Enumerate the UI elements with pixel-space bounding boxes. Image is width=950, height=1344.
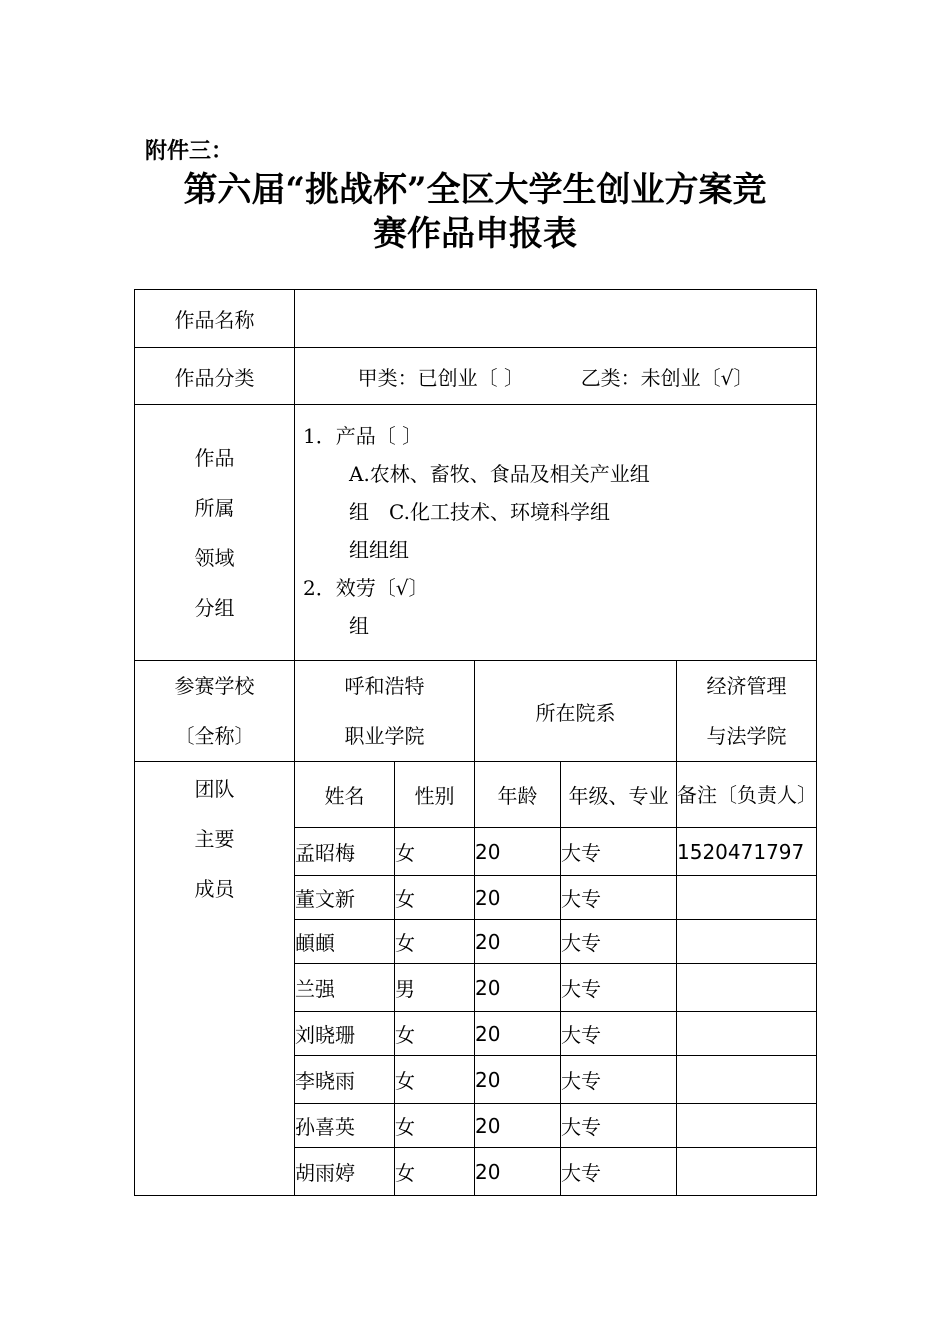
member-grade-cell: 大专 [561,876,677,920]
member-note-cell [677,964,817,1012]
member-age-cell: 20 [475,1104,561,1148]
member-grade-cell: 大专 [561,1012,677,1056]
member-age-cell: 20 [475,1012,561,1056]
team-label [135,762,295,1196]
domain-option-line-6: 组 [349,614,369,638]
member-name-cell: 刘晓珊 [295,1012,395,1056]
member-gender-cell: 女 [395,828,475,876]
domain-option-line-2: A.农林、畜牧、食品及相关产业组 [349,462,650,486]
dept-value-line-2: 与法学院 [706,724,787,748]
category-b-option[interactable]: 乙类：未创业〔√〕 [580,365,754,390]
header-note: 备注〔负责人〕 [677,762,817,828]
member-header-row [135,762,817,828]
category-options [295,348,817,405]
team-label-line-3: 成员 [194,877,235,901]
member-note-cell [677,876,817,920]
member-name-cell: 董文新 [295,876,395,920]
domain-option-line-3: 组 C.化工技术、环境科学组 [349,500,610,524]
member-name-cell: 頔頔 [295,920,395,964]
member-age-cell: 20 [475,964,561,1012]
category-row [135,348,817,405]
team-label-line-2: 主要 [194,827,235,851]
domain-option-line-1: 1．产品〔 〕 [303,424,423,448]
header-grade: 年级、专业 [561,762,677,828]
header-gender: 性别 [395,762,475,828]
school-value-line-2: 职业学院 [344,724,425,748]
title-line-1: 第六届“挑战杯”全区大学生创业方案竞 [183,170,767,210]
domain-label-line-3: 领域 [194,545,235,570]
member-name-cell: 孙喜英 [295,1104,395,1148]
category-a-option[interactable]: 甲类：已创业〔 〕 [357,365,524,390]
member-age-cell: 20 [475,828,561,876]
dept-value [677,661,817,762]
school-value-line-1: 呼和浩特 [344,674,425,698]
member-gender-cell: 女 [395,1148,475,1196]
member-gender-cell: 男 [395,964,475,1012]
member-gender-cell: 女 [395,1056,475,1104]
member-age-cell: 20 [475,920,561,964]
domain-label-line-2: 所属 [194,495,235,520]
member-name-cell: 胡雨婷 [295,1148,395,1196]
domain-option-line-4: 组组组 [349,538,409,562]
domain-options [295,405,817,661]
member-grade-cell: 大专 [561,828,677,876]
member-age-cell: 20 [475,1148,561,1196]
member-note-cell [677,920,817,964]
member-grade-cell: 大专 [561,1104,677,1148]
dept-value-line-1: 经济管理 [706,674,787,698]
member-name-cell: 孟昭梅 [295,828,395,876]
member-name-cell: 兰强 [295,964,395,1012]
work-name-field[interactable] [295,290,817,348]
member-grade-cell: 大专 [561,964,677,1012]
domain-row [135,405,817,661]
application-form-table [134,289,817,1196]
domain-label [135,405,295,661]
member-gender-cell: 女 [395,1012,475,1056]
team-label-line-1: 团队 [194,777,235,801]
domain-label-line-4: 分组 [194,595,235,620]
member-grade-cell: 大专 [561,920,677,964]
attachment-label: 附件三： [145,138,234,164]
member-grade-cell: 大专 [561,1056,677,1104]
dept-label: 所在院系 [475,661,677,762]
school-value [295,661,475,762]
member-age-cell: 20 [475,876,561,920]
school-row [135,661,817,762]
domain-label-line-1: 作品 [194,445,235,470]
member-gender-cell: 女 [395,920,475,964]
member-gender-cell: 女 [395,1104,475,1148]
member-note-cell [677,1012,817,1056]
school-label-line-1: 参赛学校 [174,674,255,698]
domain-option-line-5: 2．效劳〔√〕 [303,576,429,600]
member-note-cell: 1520471797 [677,828,817,876]
header-name: 姓名 [295,762,395,828]
member-gender-cell: 女 [395,876,475,920]
member-name-cell: 李晓雨 [295,1056,395,1104]
member-note-cell [677,1056,817,1104]
category-label: 作品分类 [135,348,295,405]
member-note-cell [677,1104,817,1148]
member-age-cell: 20 [475,1056,561,1104]
work-name-label: 作品名称 [135,290,295,348]
title-line-2: 赛作品申报表 [373,214,577,254]
member-note-cell [677,1148,817,1196]
page-title [100,168,850,256]
header-age: 年龄 [475,762,561,828]
school-label [135,661,295,762]
school-label-line-2: 〔全称〕 [174,724,255,748]
work-name-row [135,290,817,348]
member-grade-cell: 大专 [561,1148,677,1196]
